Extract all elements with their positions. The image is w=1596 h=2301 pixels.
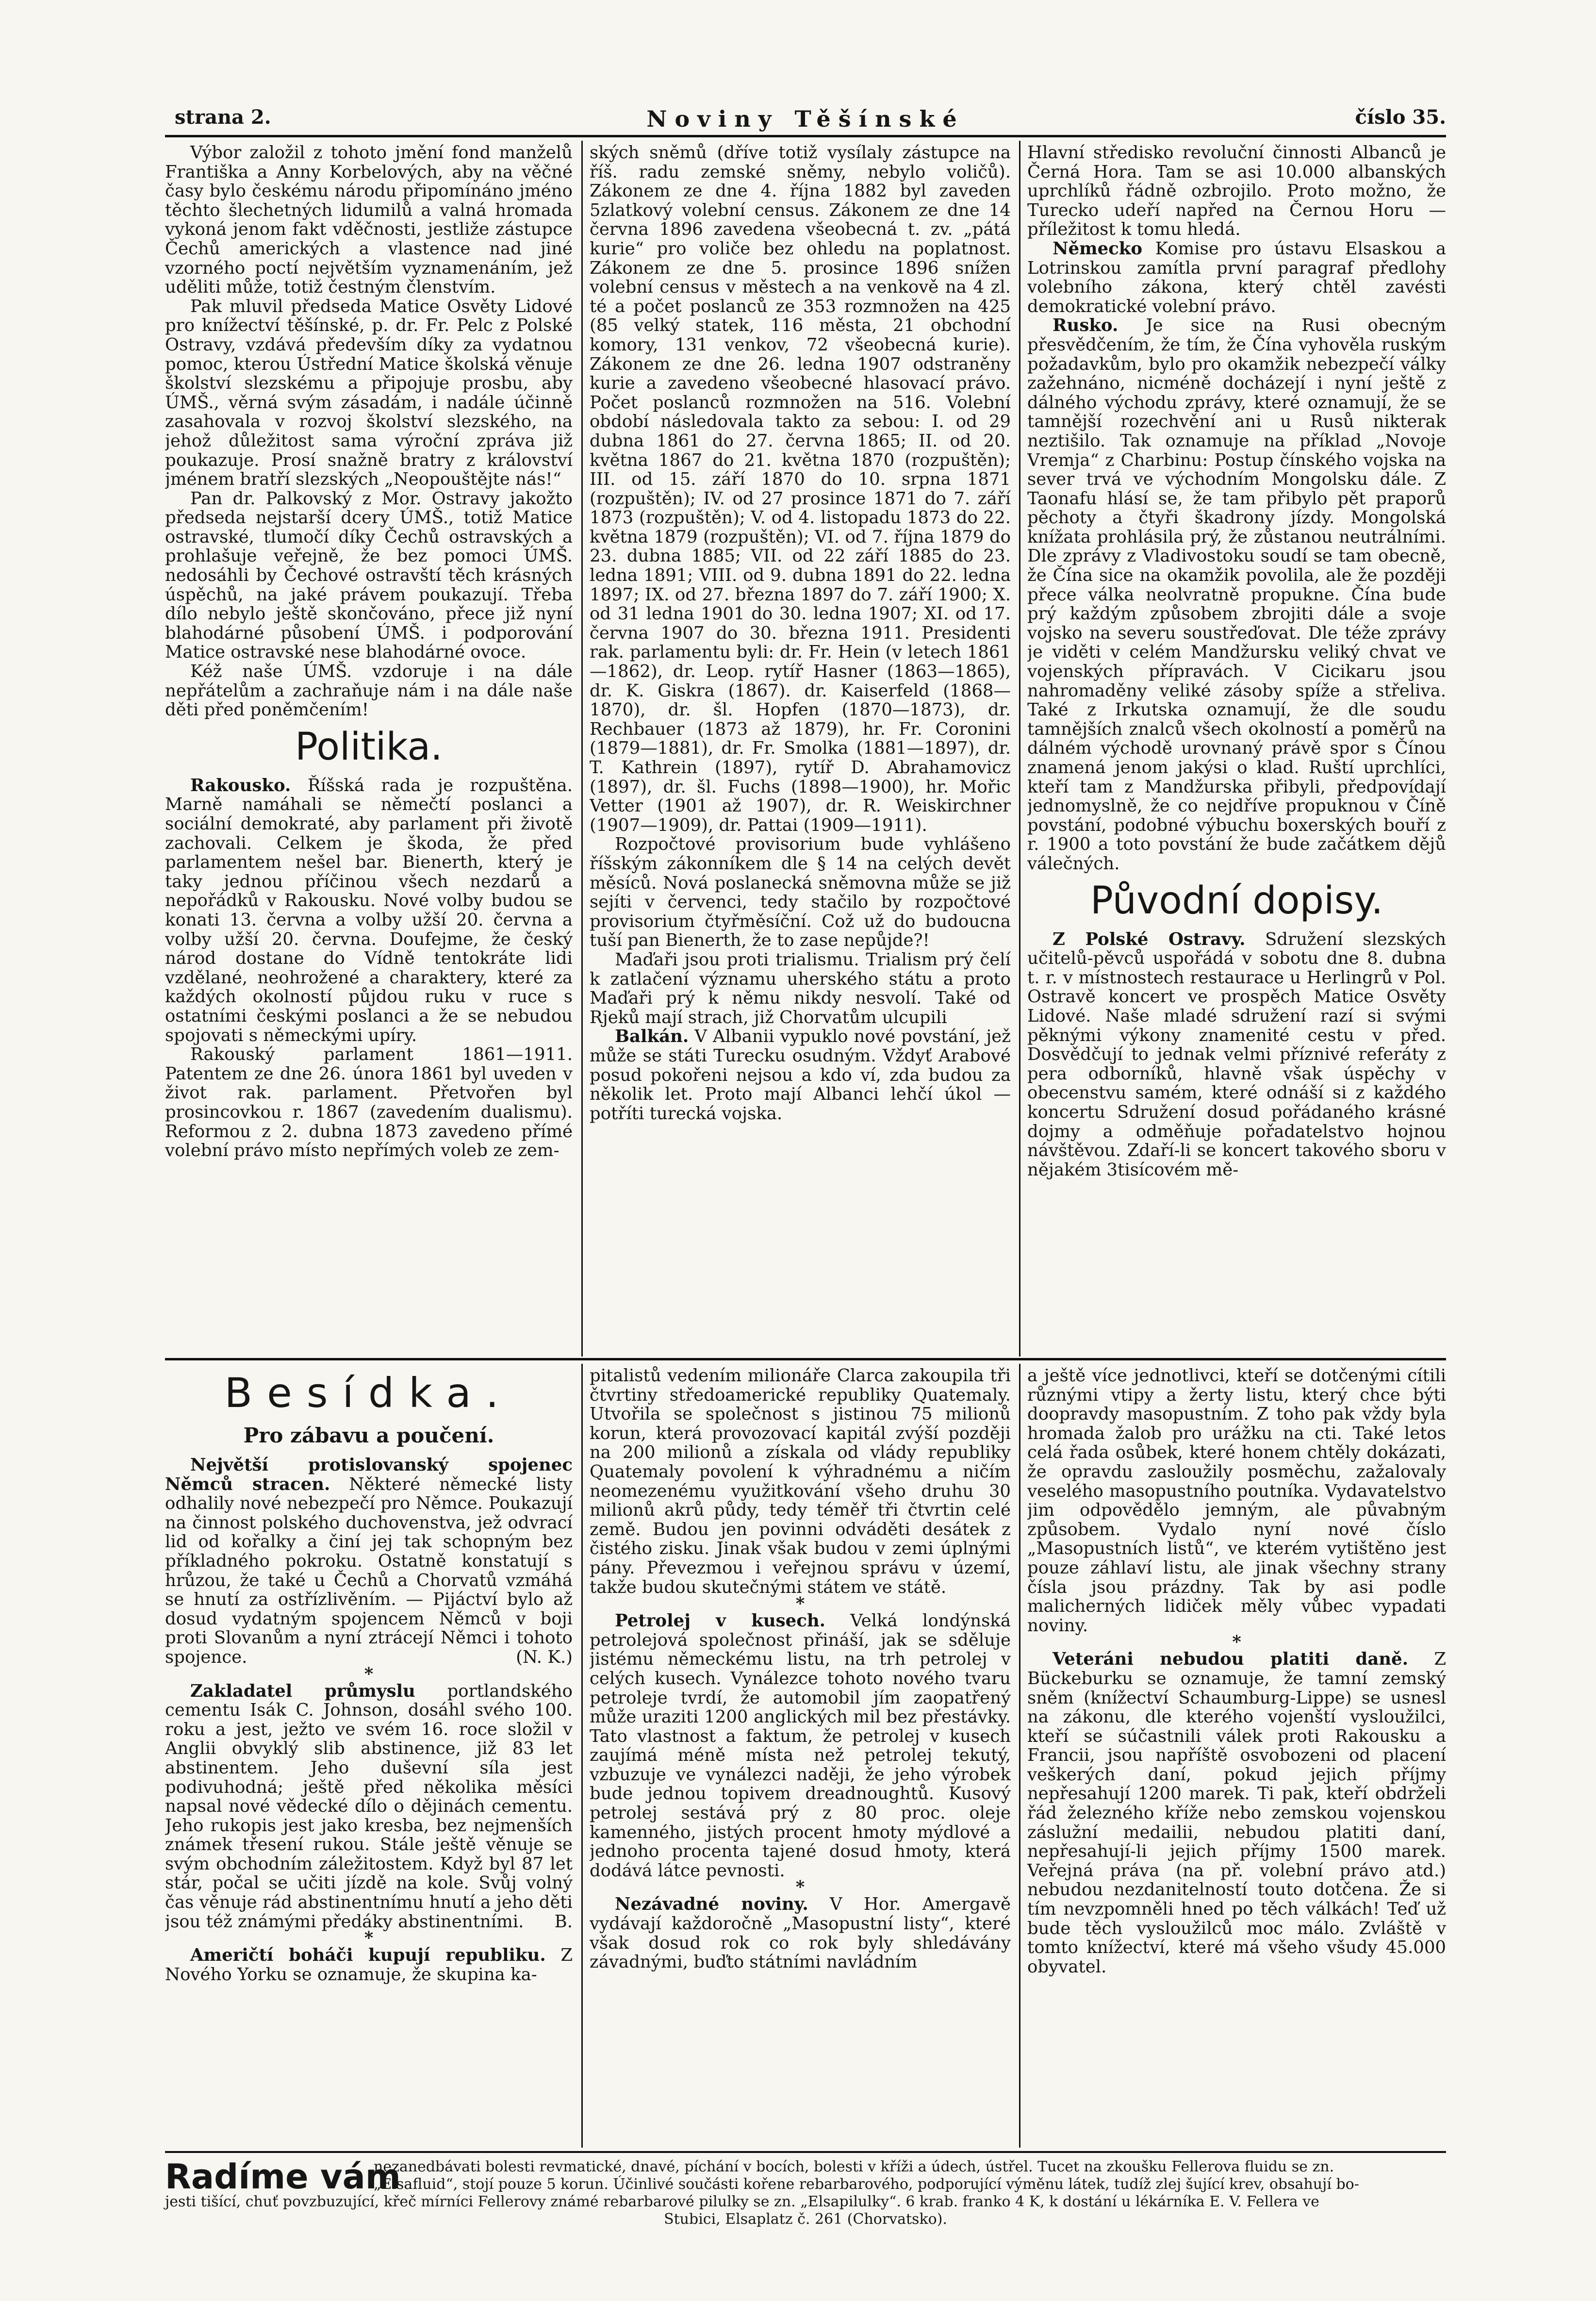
article-paragraph: a ještě více jednotlivci, kteří se dotčenými cítili různými vtipy a žerty listu, který chce býti doopravdy masopustním. Z toho pak vždy byla hromada žalob pro urážku na cti. Také letos celá řada osůbek, které honem chtěly dokázati, že opravdu zasloužily posměchu, zažalovaly veselého masopustního poutníka. Vydavatelstvo jim odpovědělo jemným, ale půvabným způsobem. Vydalo nyní nové číslo „Masopustních listů“, ve kterém vytištěno jest pouze záhlaví listu, ale jinak všechny strany čísla jsou prázdny. Tak by asi podle malicherných lidiček měly vůbec vypadati noviny. — [1027, 1366, 1446, 1636]
column-2 — [590, 143, 1011, 1354]
article-paragraph: Hlavní středisko revoluční činnosti Albanců je Černá Hora. Tam se asi 10.000 albanských uprchlíků řádně ozbrojilo. Proto možno, že Turecko udeří napřed na Černou Horu — příležitost k tomu hledá. — [1027, 143, 1446, 240]
article-heading: Američtí boháči kupují republiku. — [190, 1945, 546, 1966]
column-1 — [165, 143, 573, 1354]
article-heading: Z Polské Ostravy. — [1053, 929, 1246, 949]
article-paragraph: Balkán. V Albanii vypuklo nové povstání, jež může se státi Turecku osudným. Vždyť Arabové posud pokořeni nejsou a kdo ví, zda budou za několik let. Proto mají Albanci lehčí úkol — potříti turecká vojska. — [590, 1026, 1011, 1124]
article-paragraph: Kéž naše ÚMŠ. vzdoruje i na dále nepřátelům a zachraňuje nám i na dále naše děti před poněmčením! — [165, 662, 573, 720]
feuilleton-rule — [165, 1358, 1446, 1360]
section-subtitle: Pro zábavu a poučení. — [243, 1424, 494, 1447]
article-paragraph: Petrolej v kusech. Velká londýnská petrolejová společnost přináší, jak se sděluje jistému německému listu, na trh petrolej v celých kusech. Vynálezce tohoto nového tvaru petroleje tvrdí, že automobil jím zaopatřený může uraziti 1200 anglických mil bez přestávky. Tato vlastnost a faktum, že petrolej v kusech zaujímá méně místa než petrolej tekutý, vzbuzuje ve vynálezci naději, že jeho výrobek bude jednou topivem dreadnoughtů. Kusový petrolej sestává prý z 80 proc. oleje kamenného, jistých procent hmoty mýdlové a jednoho procenta tajené dosud hmoty, která dodává látce pevnosti. — [590, 1611, 1011, 1881]
article-paragraph: Rakouský parlament 1861—1911. Patentem ze dne 26. února 1861 byl uveden v život rak. parlament. Přetvořen byl prosincovkou r. 1867 (zavedením dualismu). Reformou z 2. dubna 1873 zavedeno přímé volební právo místo nepřímých voleb ze zem- — [165, 1044, 573, 1161]
article-heading: Německo — [1053, 238, 1143, 259]
masthead-title: Noviny Těšínské — [646, 106, 965, 132]
article-paragraph: Největší protislovanský spojenec Němců stracen. Některé německé listy odhalily nové nebezpečí pro Němce. Poukazují na činnost polského duchovenstva, jež odvrací lid od kořalky a činí jej tak schopným bez příkladného pokroku. Ostatně konstatují s hrůzou, že také u Čechů a Chorvatů vzmáhá se hnutí za ostřízlivěním. — Pijáctví bylo až dosud vydatným spojencem Němců v boji proti Slovanům a nyní ztrácejí Němci i tohoto spojence. (N. K.) — [165, 1455, 573, 1667]
article-paragraph: ských sněmů (dříve totiž vysílaly zástupce na říš. radu zemské sněmy, nebylo voličů). Zákonem ze dne 4. října 1882 byl zaveden 5zlatkový volební census. Zákonem ze dne 14 června 1896 zavedena všeobecná t. zv. „pátá kurie“ pro voliče bez ohledu na poplatnost. Zákonem ze dne 5. prosince 1896 snížen volební census v městech a na venkově na 4 zl. té a počet poslanců ze 353 rozmnožen na 425 (85 velký statek, 116 města, 21 obchodní komory, 131 venkov, 72 všeobecná kurie). Zákonem ze dne 26. ledna 1907 odstraněny kurie a zavedeno všeobecné hlasovací právo. Počet poslanců rozmnožen na 516. Volební období následovala takto za sebou: I. od 29 dubna 1861 do 27. června 1865; II. od 20. května 1867 do 21. května 1870 (rozpuštěn); III. od 15. září 1870 do 10. srpna 1871 (rozpuštěn); IV. od 27 prosince 1871 do 7. září 1873 (rozpuštěn); V. od 4. listopadu 1873 do 22. května 1879 (rozpuštěn); VI. od 7. října 1879 do 23. dubna 1885; VII. od 22 září 1885 do 23. ledna 1891; VIII. od 9. dubna 1891 do 22. ledna 1897; IX. od 27. března 1897 do 7. září 1900; X. od 31 ledna 1901 do 30. ledna 1907; XI. od 17. června 1907 do 30. března 1911. Presidenti rak. parlamentu byli: dr. Fr. Hein (v letech 1861—1862), dr. Leop. rytíř Hasner (1863—1865), dr. K. Giskra (1867). dr. Kaiserfeld (1868—1870), dr. šl. Hopfen (1870—1873), dr. Rechbauer (1873 až 1879), hr. Fr. Coronini (1879—1881), dr. Fr. Smolka (1881—1897), dr. T. Kathrein (1897), rytíř D. Abrahamovicz (1897), dr. šl. Fuchs (1898—1900), hr. Mořic Vetter (1901 až 1907), dr. R. Weiskirchner (1907—1909), dr. Pattai (1909—1911). — [590, 143, 1011, 835]
separator-star: * — [364, 1928, 374, 1949]
besidka-column-1 — [165, 1366, 573, 2148]
section-title-politika: Politika. — [295, 725, 443, 769]
section-title-besidka: Besídka. — [224, 1369, 513, 1417]
article-paragraph: Nezávadné noviny. V Hor. Amergavě vydávají každoročně „Masopustní listy“, které však dosud rok co rok byly shledávány závadnými, buďto státními navládním — [590, 1894, 1011, 1972]
article-heading: Největší protislovanský spojenec Němců stracen. — [165, 1455, 573, 1494]
section-title-dopisy: Původní dopisy. — [1090, 878, 1383, 923]
ad-text-line: Stubici, Elsaplatz č. 261 (Chorvatsko). — [664, 2211, 947, 2228]
besidka-column-3 — [1027, 1366, 1446, 2148]
signature: B. — [554, 1911, 573, 1932]
separator-star: * — [795, 1877, 805, 1898]
article-paragraph: Veteráni nebudou platiti daně. Z Bückeburku se oznamuje, že tamní zemský sněm (knížectví Schaumburg-Lippe) se usnesl na zákonu, dle kterého vojenští vysloužilci, kteří se súčastnili válek proti Rakousku a Francii, jsou napříště osvobozeni od placení veškerých daní, pokud jejich příjmy nepřesahují 1200 marek. Ti pak, kteří obdrželi řád železného kříže nebo zemskou vojenskou záslužní medailii, nebudou platiti daní, nepřesahují-li jejich příjmy 1500 marek. Veřejná práva (na př. volební právo atd.) nebudou nezdanitelností touto dotčena. Že si tím nevzpomněli hned po těch válkách! Teď už bude těch vysloužilců moc málo. Zvláště v tomto knížectví, které má všeho všudy 45.000 obyvatel. — [1027, 1649, 1446, 1977]
column-divider — [581, 141, 583, 1357]
article-paragraph: Rozpočtové provisorium bude vyhlášeno říšským zákonníkem dle § 14 na celých devět měsíců. Nová poslanecká sněmovna může se již sejíti v červenci, tedy stačilo by rozpočtové provisorium čtyřměsíční. Což už do budoucna tuší pan Bienerth, že to zase nepůjde?! — [590, 834, 1011, 951]
article-heading: Petrolej v kusech. — [615, 1611, 825, 1631]
article-heading: Nezávadné noviny. — [615, 1894, 808, 1915]
separator-star: * — [364, 1664, 374, 1684]
column-3 — [1027, 143, 1446, 1354]
running-head — [165, 106, 1446, 135]
column-divider — [581, 1364, 583, 2148]
column-divider — [1019, 141, 1020, 1357]
issue-number: číslo 35. — [1355, 106, 1446, 129]
article-paragraph: Pak mluvil předseda Matice Osvěty Lidové pro knížectví těšínské, p. dr. Fr. Pelc z Polské Ostravy, vzdává především díky za vydatnou pomoc, kterou Ústřední Matice školská věnuje školství slezskému a připojuje prosbu, aby ÚMŠ., věrná svým zásadám, i nadále účinně zasahovala v rozvoj školství slezského, na jehož důležitost sama výroční zpráva již poukazuje. Prosí snažně bratry z království jménem bratří slezských „Neopouštějte nás!“ — [165, 296, 573, 490]
ad-text-line: jesti tišící, chuť povzbuzující, křeč mírníci Fellerovy známé rebarbarové pilulky se zn. „Elsapilulky“. 6 krab. franko 4 K, k dostání u lékárníka E. V. Fellera ve — [165, 2193, 1319, 2210]
article-paragraph: Rakousko. Říšská rada je rozpuštěna. Marně namáhali se němečtí poslanci a sociální demokraté, aby parlament při životě zachovali. Celkem je škoda, že před parlamentem nešel bar. Bienerth, který je taky jednou příčinou všech nezdarů a nepořádků v Rakousku. Nové volby budou se konati 13. června a volby užší 20. června a volby užší 20. června. Doufejme, že český národ dostane do Vídně tentokráte lidi vzdělané, neohrožené a charaktery, které za každých okolností půjdou ruku v ruce s ostatními českými poslanci a že se nebudou spojovati s německými upíry. — [165, 775, 573, 1045]
column-divider — [1019, 1364, 1020, 2148]
advertisement — [165, 2157, 1446, 2228]
separator-star: * — [795, 1594, 805, 1614]
article-heading: Veteráni nebudou platiti daně. — [1053, 1649, 1409, 1670]
article-paragraph: Německo Komise pro ústavu Elsaskou a Lotrinskou zamítla první paragraf předlohy volebního zákona, který chtěl zavésti demokratické volební právo. — [1027, 238, 1446, 316]
ad-text-line: „Elsafluid“, stojí pouze 5 korun. Účinlivé součásti kořene rebarbarového, podporující výměnu látek, tudíž zlej šující krev, obsahují bo- — [374, 2176, 1359, 2193]
article-heading: Zakladatel průmyslu — [190, 1681, 415, 1701]
article-paragraph: Američtí boháči kupují republiku. Z Nového Yorku se oznamuje, že skupina ka- — [165, 1945, 573, 1985]
article-paragraph: pitalistů vedením milionáře Clarca zakoupila tři čtvrtiny středoamerické republiky Quatemaly. Utvořila se společnost s jistinou 75 milionů korun, která provozovací kapitál zvýší později na 200 milionů a získala od vlády republiky Quatemaly povolení k výhradnému a ničím neomezenému využitkování všeho druhu 30 milionů akrů půdy, tedy téměř tři čtvrtin celé země. Budou jen povinni odváděti desátek z čistého zisku. Jinak však budou v zemi úplnými pány. Převezmou i veřejnou správu v území, takže budou skutečnými státem ve státě. — [590, 1366, 1011, 1597]
article-heading: Rusko. — [1053, 315, 1119, 336]
article-paragraph: Z Polské Ostravy. Sdružení slezských učitelů-pěvců uspořádá v sobotu dne 8. dubna t. r. v místnostech restaurace u Herlingrů v Pol. Ostravě koncert ve prospěch Matice Osvěty Lidové. Naše mladé sdružení razí si svými pěknými výkony znamenité cestu v před. Dosvědčují to jednak velmi příznivé referáty z pera odborníků, hlavně však úspěchy v obecenstvu samém, které odnáší si z každého koncertu Sdružení dosud pořádaného krásné dojmy a odměňuje pořadatelstvo hojnou návštěvou. Zdaří-li se koncert takového sboru v nějakém 3tisícovém mě- — [1027, 929, 1446, 1180]
signature: (N. K.) — [516, 1647, 573, 1667]
article-paragraph: Zakladatel průmyslu portlandského cementu Isák C. Johnson, dosáhl svého 100. roku a jest, ježto ve svém 16. roce složil v Anglii obvyklý slib abstinence, již 83 let abstinentem. Jeho duševní síla jest podivuhodná; ještě před několika měsíci napsal nové vědecké dílo o dějinách cementu. Jeho rukopis jest jako kresba, bez nejmenších známek třesení rukou. Stále ještě věnuje se svým obchodním záležitostem. Když byl 87 let stár, počal se učiti jízdě na kole. Svůj volný čas věnuje rád abstinentnímu hnutí a jeho děti jsou též známými předáky abstinentními. B. — [165, 1681, 573, 1932]
ad-text-line: nezanedbávati bolesti revmatické, dnavé, píchání v bocích, bolesti v kříži a údech, ústřel. Tucet na zkoušku Fellerova fluidu se zn. — [374, 2158, 1334, 2175]
article-heading: Rakousko. — [190, 775, 291, 795]
page-number: strana 2. — [175, 106, 271, 129]
header-rule — [165, 135, 1446, 137]
article-paragraph: Rusko. Je sice na Rusi obecným přesvědčením, že tím, že Čína vyhověla ruským požadavkům, bylo pro okamžik nebezpečí války zažehnáno, nicméně docházejí i nyní ještě z dálného východu zprávy, které oznamují, že se tamnější rozechvění ani u Rusů nikterak neztišilo. Tak oznamuje na příklad „Novoje Vremja“ z Charbinu: Postup čínského vojska na sever trvá ve východním Mongolsku dále. Z Taonafu hlásí se, že tam přibylo pět praporů pěchoty a čtyři škadrony jízdy. Mongolská knížata prohlásila prý, že zůstanou neutrálními. Dle zprávy z Vladivostoku soudí se tam obecně, že Čína sice na okamžik povolila, ale že později přece válka neolvratně propukne. Čína bude prý každým způsobem zbrojiti dále a svoje vojsko na severu soustřeďovat. Dle téže zprávy je viděti v celém Mandžursku veliký chvat ve vojenských přípravách. V Cicikaru jsou nahromaděny veliké zásoby spíže a střeliva. Také z Irkutska oznamují, že dle soudu tamnějších znalců všech okolností a poměrů na dálném východě urovnaný právě spor s Čínou znamená jenom jakýsi o klad. Ruští uprchlíci, kteří tam z Mandžurska přibyli, předpovídají jednomyslně, že co nejdříve propuknou v Číně povstání, podobné výbuchu boxerských bouří z r. 1900 a toto povstání že bude začátkem dějů válečných. — [1027, 315, 1446, 874]
bottom-rule — [165, 2151, 1446, 2153]
article-heading: Balkán. — [615, 1026, 689, 1047]
ad-headline: Radíme vám — [165, 2157, 401, 2197]
separator-star: * — [1232, 1632, 1241, 1653]
article-paragraph: Maďaři jsou proti trialismu. Trialism prý čelí k zatlačení významu uherského státu a proto Maďaři prý k němu nikdy nesvolí. Také od Rjeků mají strach, již Chorvatům ulcupili — [590, 949, 1011, 1027]
besidka-column-2 — [590, 1366, 1011, 2148]
article-paragraph: Pan dr. Palkovský z Mor. Ostravy jakožto předseda nejstarší dcery ÚMŠ., totiž Matice ostravské, tlumočí díky Čechů ostravských a prohlašuje veřejně, že bez pomoci ÚMŠ. nedosáhli by Čechové ostravští těch krásných úspěchů, na jaké právem poukazují. Třeba dílo nebylo ještě skončováno, přece již nyní blahodárné působení ÚMŠ. i podporování Matice ostravské nese blahodárné ovoce. — [165, 488, 573, 662]
article-paragraph: Výbor založil z tohoto jmění fond manželů Františka a Anny Korbelových, aby na věčné časy bylo českému národu připomínáno jméno těchto šlechetných lidumilů a valná hromada vykoná jenom fakt vděčnosti, jestliže zástupce Čechů amerických a vlastence nad jiné vzorného poctí největším vyznamenáním, jež uděliti může, totiž čestným členstvím. — [165, 143, 573, 298]
